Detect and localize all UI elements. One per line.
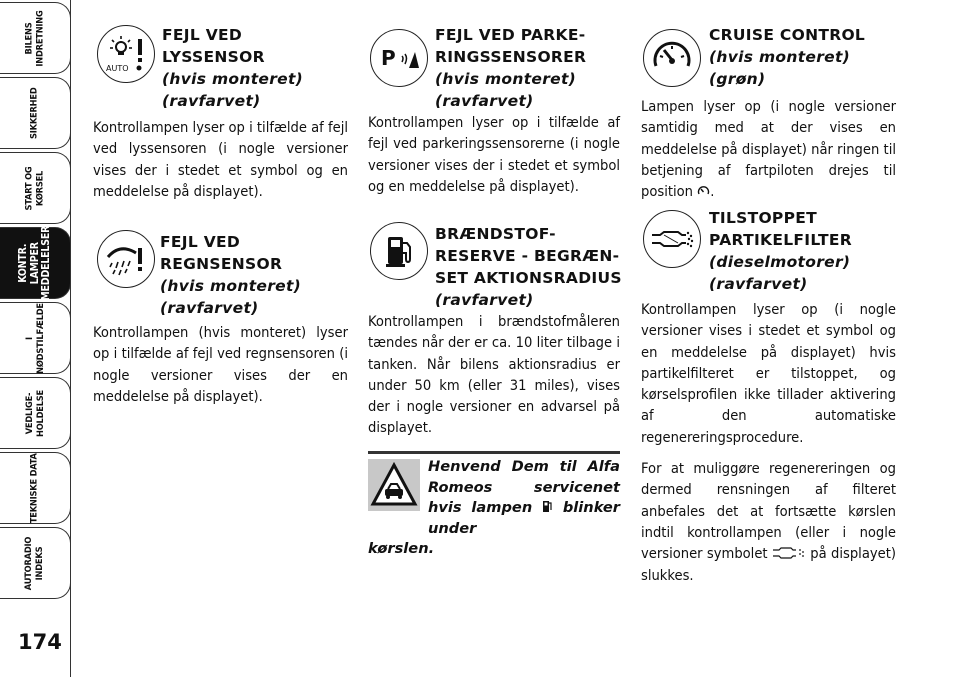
tab-tekniske-data[interactable]: TEKNISKE DATA	[0, 452, 71, 524]
fuel-pump-inline-icon	[542, 500, 553, 513]
rain-sensor-text: Kontrollampen (hvis monteret) lyser op i tilfælde af fejl ved regnsensoren (i nogle versioner vises der en meddelelse på displayet).	[93, 324, 348, 405]
parking-sensor-icon	[370, 29, 428, 87]
rain-sensor-icon	[97, 230, 155, 288]
warning-text: Henvend Dem til Alfa Romeos servicenet hvis lampen blinker under kørslen.	[368, 458, 620, 557]
speedometer-icon	[643, 29, 701, 87]
warning-rule	[368, 451, 620, 454]
particulate-filter-icon	[643, 210, 701, 268]
particulate-filter-text: Kontrollampen lyser op (i nogle versioner vises i stedet et symbol og en meddelelse på displayet) hvis partikelfilteret er tilstoppet, og kørselsprofilen ikke tillader aktivering af den automatiske regenereringsprocedure. For at muliggøre regenereringen og dermed rensningen af filteret anbefales det at fortsætte kørslen indtil kontrollampen (eller i nogle versioner symbolet på displayet) slukkes.	[641, 301, 896, 584]
tab-bilens-indretning[interactable]: BILENS INDRETNING	[0, 2, 71, 74]
particulate-filter-inline-icon	[772, 547, 806, 559]
svg-text:AUTO: AUTO	[106, 64, 129, 73]
fuel-reserve-title: BRÆNDSTOF- RESERVE - BEGRÆN- SET AKTIONSRADIUS (ravfarvet)	[435, 225, 622, 309]
page-number: 174	[18, 630, 62, 654]
sidebar-rule	[70, 0, 71, 677]
tab-autoradio-indeks[interactable]: AUTORADIO INDEKS	[0, 527, 71, 599]
svg-text:P: P	[381, 46, 396, 70]
light-sensor-title: FEJL VED LYSSENSOR (hvis monteret) (ravfarvet)	[162, 26, 304, 110]
tab-start-og-korsel[interactable]: START OG KØRSEL	[0, 152, 71, 224]
tab-sikkerhed[interactable]: SIKKERHED	[0, 77, 71, 149]
cruise-control-title: CRUISE CONTROL (hvis monteret) (grøn)	[709, 26, 866, 88]
rain-sensor-title: FEJL VED REGNSENSOR (hvis monteret) (ravfarvet)	[160, 233, 302, 317]
parking-sensor-title: FEJL VED PARKE- RINGSSENSORER (hvis monteret) (ravfarvet)	[435, 26, 587, 110]
auto-light-sensor-icon	[97, 25, 155, 83]
fuel-pump-icon	[370, 222, 428, 280]
tab-nodstilfaelde[interactable]: I NØDSTILFÆLDE	[0, 302, 71, 374]
parking-sensor-text: Kontrollampen lyser op i tilfælde af fejl ved parkeringssensorerne (i nogle versioner vises der i stedet et symbol og en meddelelse på displayet).	[368, 114, 620, 195]
cruise-control-text: Lampen lyser op (i nogle versioner samtidig med at der vises en meddelelse på displayet) når ringen til betjening af fartpiloten drejes til position .	[641, 98, 896, 201]
chapter-sidebar	[0, 0, 75, 677]
particulate-filter-title: TILSTOPPET PARTIKELFILTER (dieselmotorer) (ravfarvet)	[709, 209, 852, 293]
light-sensor-text: Kontrollampen lyser op i tilfælde af fejl ved lyssensoren (i nogle versioner vises der i stedet et symbol og en meddelelse på displayet).	[93, 119, 348, 200]
fuel-reserve-text: Kontrollampen i brændstofmåleren tændes når der er ca. 10 liter tilbage i tanken. Når bilens aktionsradius er under 50 km (eller 31 miles), vises der i nogle versioner en advarsel på displayet.	[368, 313, 620, 437]
tab-vedligeholdelse[interactable]: VEDLIGE- HOLDELSE	[0, 377, 71, 449]
cruise-control-position-icon	[697, 185, 710, 197]
tab-kontrollamper[interactable]: KONTR. LAMPER MEDDELELSER	[0, 227, 71, 299]
